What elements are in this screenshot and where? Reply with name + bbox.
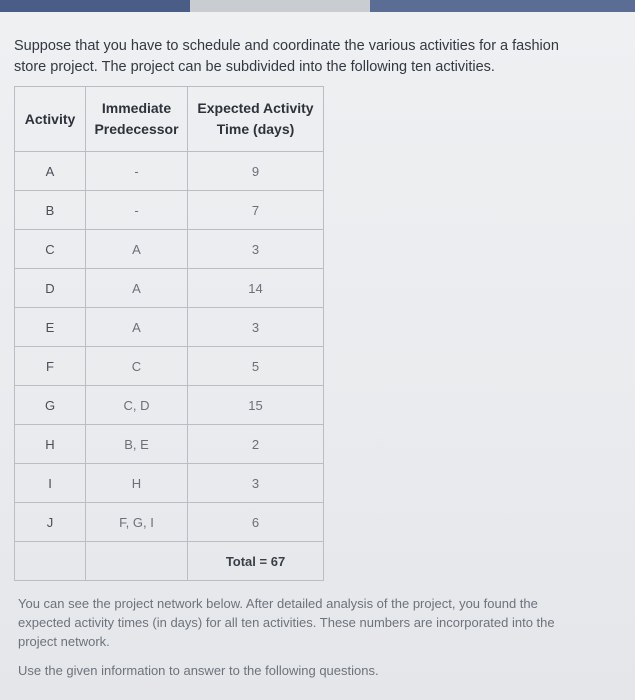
total-row: [15, 542, 324, 581]
time-cell: 5: [188, 347, 324, 386]
activity-cell: J: [15, 503, 86, 542]
activity-cell: C: [15, 230, 86, 269]
activity-cell: E: [15, 308, 86, 347]
top-bar-segment: [370, 0, 635, 12]
activity-cell: A: [15, 152, 86, 191]
table-row: [15, 425, 324, 464]
activity-cell: D: [15, 269, 86, 308]
predecessor-cell: H: [86, 464, 188, 503]
table-row: [15, 464, 324, 503]
activity-cell: G: [15, 386, 86, 425]
time-cell: 6: [188, 503, 324, 542]
activity-cell: H: [15, 425, 86, 464]
time-cell: 7: [188, 191, 324, 230]
predecessor-cell: F, G, I: [86, 503, 188, 542]
table-row: [15, 191, 324, 230]
predecessor-cell: C: [86, 347, 188, 386]
time-cell: 14: [188, 269, 324, 308]
empty-cell: [15, 542, 86, 581]
time-cell: 15: [188, 386, 324, 425]
header-time: Expected Activity Time (days): [188, 87, 324, 152]
table-row: [15, 308, 324, 347]
table-row: [15, 503, 324, 542]
predecessor-cell: A: [86, 269, 188, 308]
empty-cell: [86, 542, 188, 581]
table-row: [15, 230, 324, 269]
time-cell: 3: [188, 230, 324, 269]
header-activity: Activity: [15, 87, 86, 152]
total-cell: Total = 67: [188, 542, 324, 581]
activity-table: [14, 86, 324, 581]
activity-cell: I: [15, 464, 86, 503]
time-cell: 3: [188, 464, 324, 503]
predecessor-cell: -: [86, 152, 188, 191]
activity-cell: F: [15, 347, 86, 386]
predecessor-cell: C, D: [86, 386, 188, 425]
table-body: [15, 152, 324, 581]
note-paragraph: You can see the project network below. After detailed analysis of the project, you found the expected activity times (in days) for all ten activities. These numbers are incorporated into the project network.: [18, 596, 555, 649]
top-bar-segment: [190, 0, 370, 12]
table-row: [15, 347, 324, 386]
table-row: [15, 152, 324, 191]
table-row: [15, 386, 324, 425]
intro-paragraph: Suppose that you have to schedule and coordinate the various activities for a fashion store project. The project can be subdivided into the following ten activities.: [14, 38, 559, 75]
top-bar: [0, 0, 635, 12]
time-cell: 2: [188, 425, 324, 464]
activity-cell: B: [15, 191, 86, 230]
predecessor-cell: B, E: [86, 425, 188, 464]
time-cell: 9: [188, 152, 324, 191]
table-header-row: [15, 87, 324, 152]
note-section: [18, 594, 578, 690]
predecessor-cell: A: [86, 308, 188, 347]
header-predecessor: Immediate Predecessor: [86, 87, 188, 152]
table-row: [15, 269, 324, 308]
instruction-paragraph: Use the given information to answer to the following questions.: [18, 663, 379, 678]
predecessor-cell: -: [86, 191, 188, 230]
top-bar-segment: [0, 0, 190, 12]
predecessor-cell: A: [86, 230, 188, 269]
time-cell: 3: [188, 308, 324, 347]
